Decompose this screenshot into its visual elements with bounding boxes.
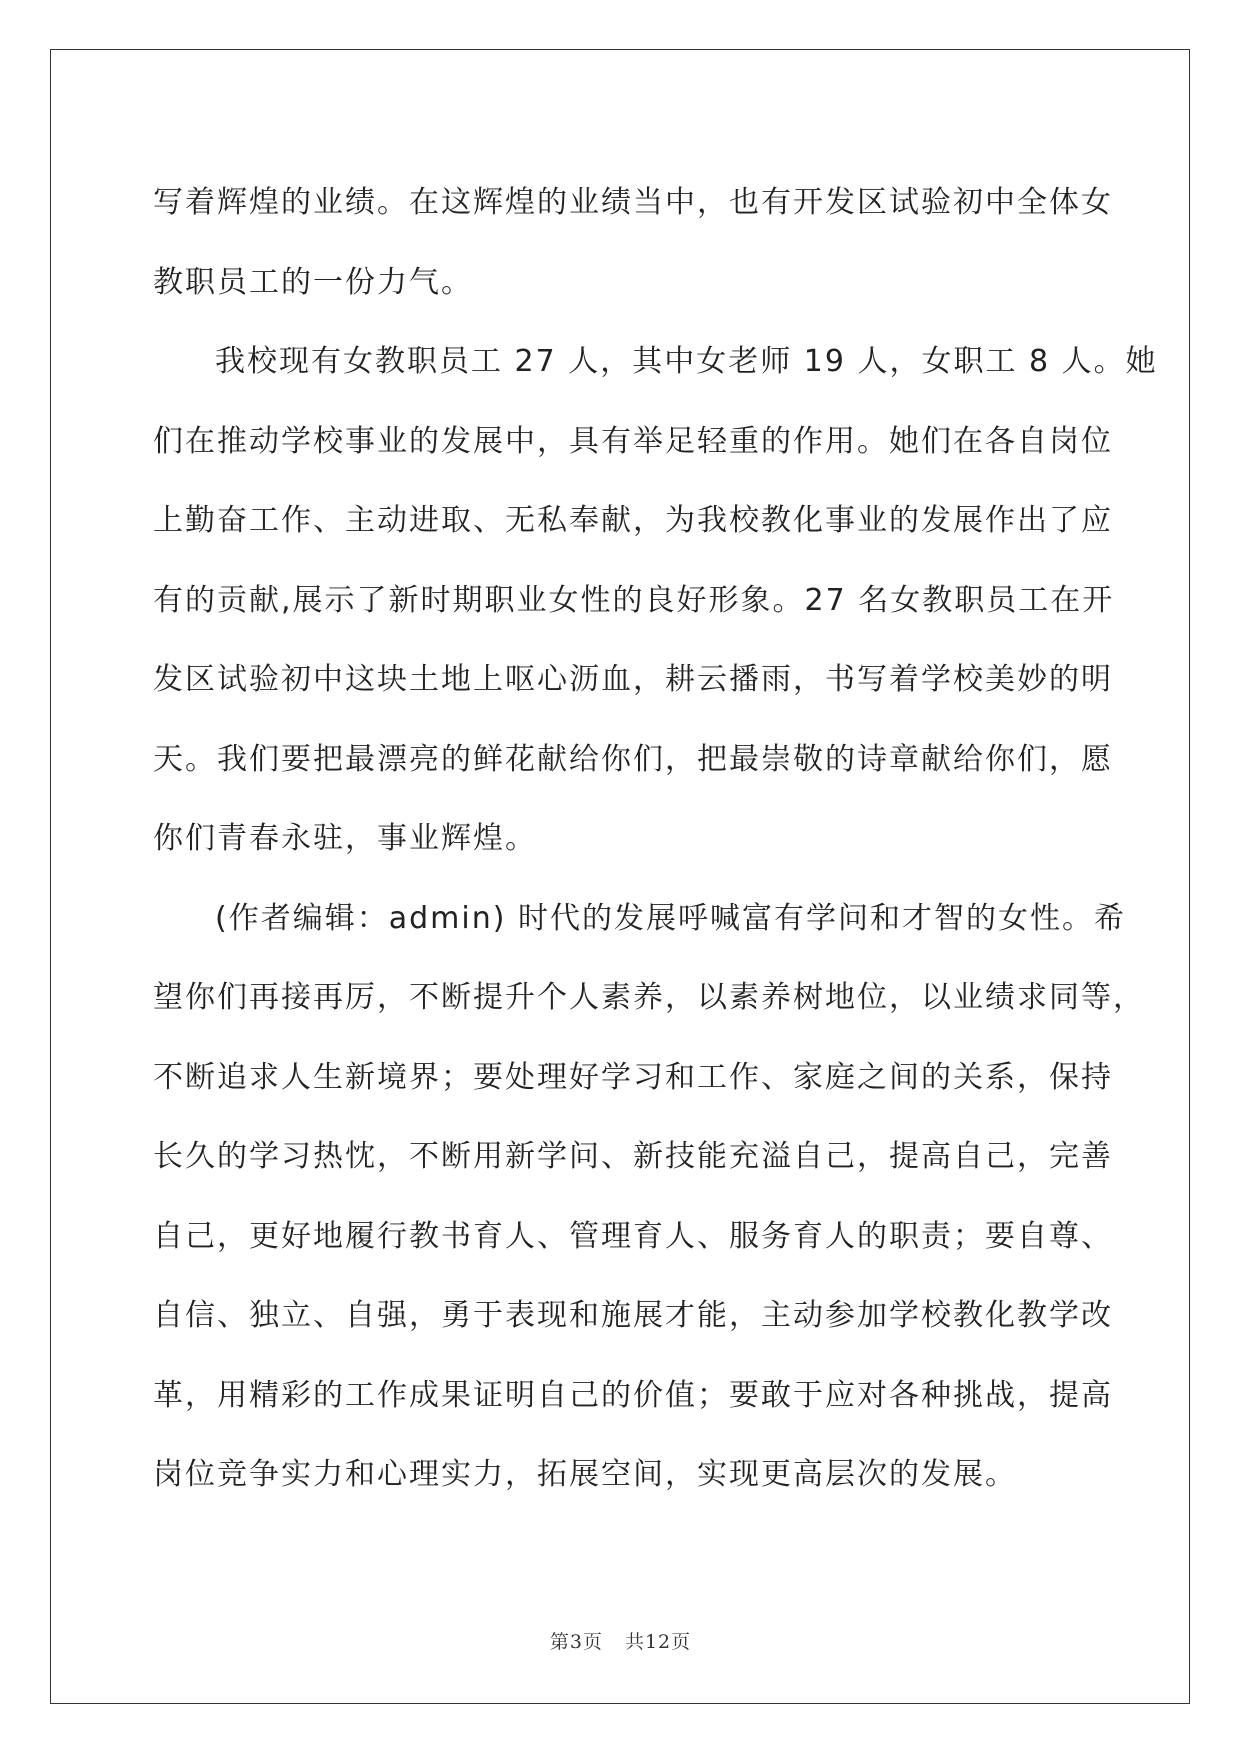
text-line-16: 革，用精彩的工作成果证明自己的价值；要敢于应对各种挑战，提高	[153, 1377, 1113, 1413]
page-total: 共12页	[624, 1631, 692, 1653]
text-line-4: 们在推动学校事业的发展中，具有举足轻重的作用。她们在各自岗位	[153, 423, 1113, 459]
text-line-2: 教职员工的一份力气。	[153, 264, 473, 300]
text-line-17: 岗位竞争实力和心理实力，拓展空间，实现更高层次的发展。	[153, 1457, 1017, 1492]
page-number: 第3页	[549, 1631, 603, 1653]
text-line-5: 上勤奋工作、主动进取、无私奉献，为我校教化事业的发展作出了应	[153, 503, 1113, 538]
text-line-6: 有的贡献,展示了新时期职业女性的良好形象。27 名女教职员工在开	[153, 582, 1115, 618]
text-line-14: 自己，更好地履行教书育人、管理育人、服务育人的职责；要自尊、	[153, 1218, 1113, 1254]
document-body	[153, 163, 1158, 1515]
text-line-10: (作者编辑：admin) 时代的发展呼喊富有学问和才智的女性。希	[215, 900, 1126, 936]
text-line-8: 天。我们要把最漂亮的鲜花献给你们，把最崇敬的诗章献给你们，愿	[153, 741, 1113, 777]
text-line-13: 长久的学习热忱，不断用新学问、新技能充溢自己，提高自己，完善	[153, 1139, 1113, 1174]
text-line-15: 自信、独立、自强，勇于表现和施展才能，主动参加学校教化教学改	[153, 1298, 1113, 1333]
text-line-9: 你们青春永驻，事业辉煌。	[153, 821, 537, 856]
text-line-1: 写着辉煌的业绩。在这辉煌的业绩当中，也有开发区试验初中全体女	[153, 185, 1113, 220]
text-line-3: 我校现有女教职员工 27 人，其中女老师 19 人，女职工 8 人。她	[215, 344, 1158, 379]
text-line-12: 不断追求人生新境界；要处理好学习和工作、家庭之间的关系，保持	[153, 1059, 1113, 1095]
text-line-7: 发区试验初中这块土地上呕心沥血，耕云播雨，书写着学校美妙的明	[153, 662, 1113, 697]
text-line-11: 望你们再接再厉，不断提升个人素养，以素养树地位，以业绩求同等，	[153, 980, 1145, 1015]
page-footer	[0, 1627, 1241, 1654]
